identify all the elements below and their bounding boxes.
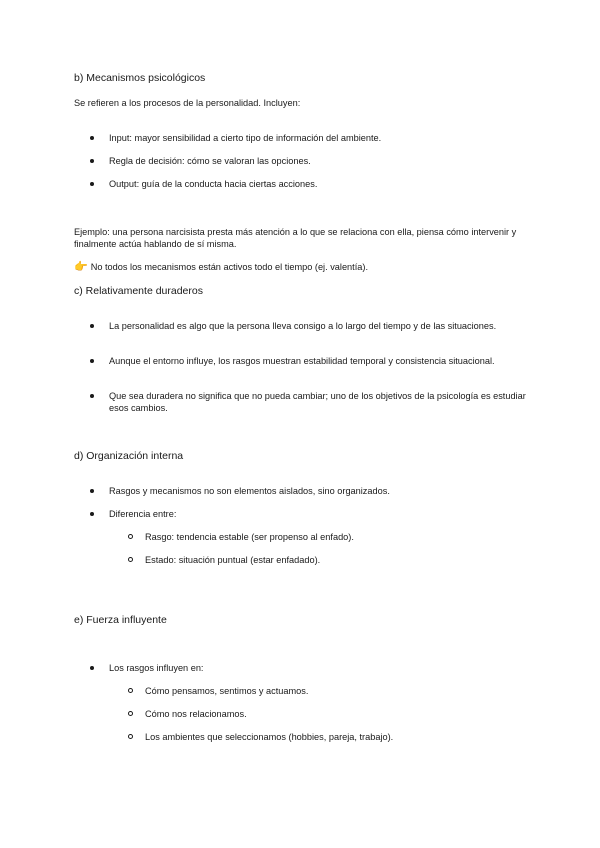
sub-list-item: Los ambientes que seleccionamos (hobbies, pareja, trabajo). [145,731,535,743]
list-item: Aunque el entorno influye, los rasgos muestran estabilidad temporal y consistencia situacional. [109,355,534,367]
sub-list-item: Rasgo: tendencia estable (ser propenso al enfado). [145,531,535,543]
list-item: Que sea duradera no significa que no pueda cambiar; uno de los objetivos de la psicología es estudiar esos cambios. [109,390,534,414]
bullet-icon [90,512,94,516]
list-item: Diferencia entre: [109,508,534,520]
section-heading-b: b) Mecanismos psicológicos [74,72,206,84]
section-b-intro: Se refieren a los procesos de la personalidad. Incluyen: [74,98,301,108]
section-b-example: Ejemplo: una persona narcisista presta más atención a lo que se relaciona con ella, piensa cómo intervenir y finalmente actúa hablando de sí misma. [74,227,517,249]
section-heading-c: c) Relativamente duraderos [74,285,203,297]
list-item: Los rasgos influyen en: [109,662,534,674]
list-item: Regla de decisión: cómo se valoran las opciones. [109,155,534,167]
bullet-icon [90,666,94,670]
bullet-icon [90,489,94,493]
bullet-icon [90,324,94,328]
hollow-bullet-icon [128,734,133,739]
hollow-bullet-icon [128,711,133,716]
list-item: La personalidad es algo que la persona lleva consigo a lo largo del tiempo y de las situaciones. [109,320,534,332]
bullet-icon [90,359,94,363]
hollow-bullet-icon [128,534,133,539]
bullet-icon [90,159,94,163]
list-item: Input: mayor sensibilidad a cierto tipo de información del ambiente. [109,132,534,144]
bullet-icon [90,394,94,398]
sub-list-item: Estado: situación puntual (estar enfadado). [145,554,535,566]
hollow-bullet-icon [128,688,133,693]
section-heading-e: e) Fuerza influyente [74,614,167,626]
list-item: Output: guía de la conducta hacia ciertas acciones. [109,178,534,190]
section-b-note: 👉 No todos los mecanismos están activos todo el tiempo (ej. valentía). [74,261,368,273]
list-item: Rasgos y mecanismos no son elementos aislados, sino organizados. [109,485,534,497]
section-heading-d: d) Organización interna [74,450,184,462]
bullet-icon [90,136,94,140]
sub-list-item: Cómo nos relacionamos. [145,708,535,720]
bullet-icon [90,182,94,186]
hollow-bullet-icon [128,557,133,562]
pointing-hand-icon: 👉 [74,261,88,273]
sub-list-item: Cómo pensamos, sentimos y actuamos. [145,685,535,697]
